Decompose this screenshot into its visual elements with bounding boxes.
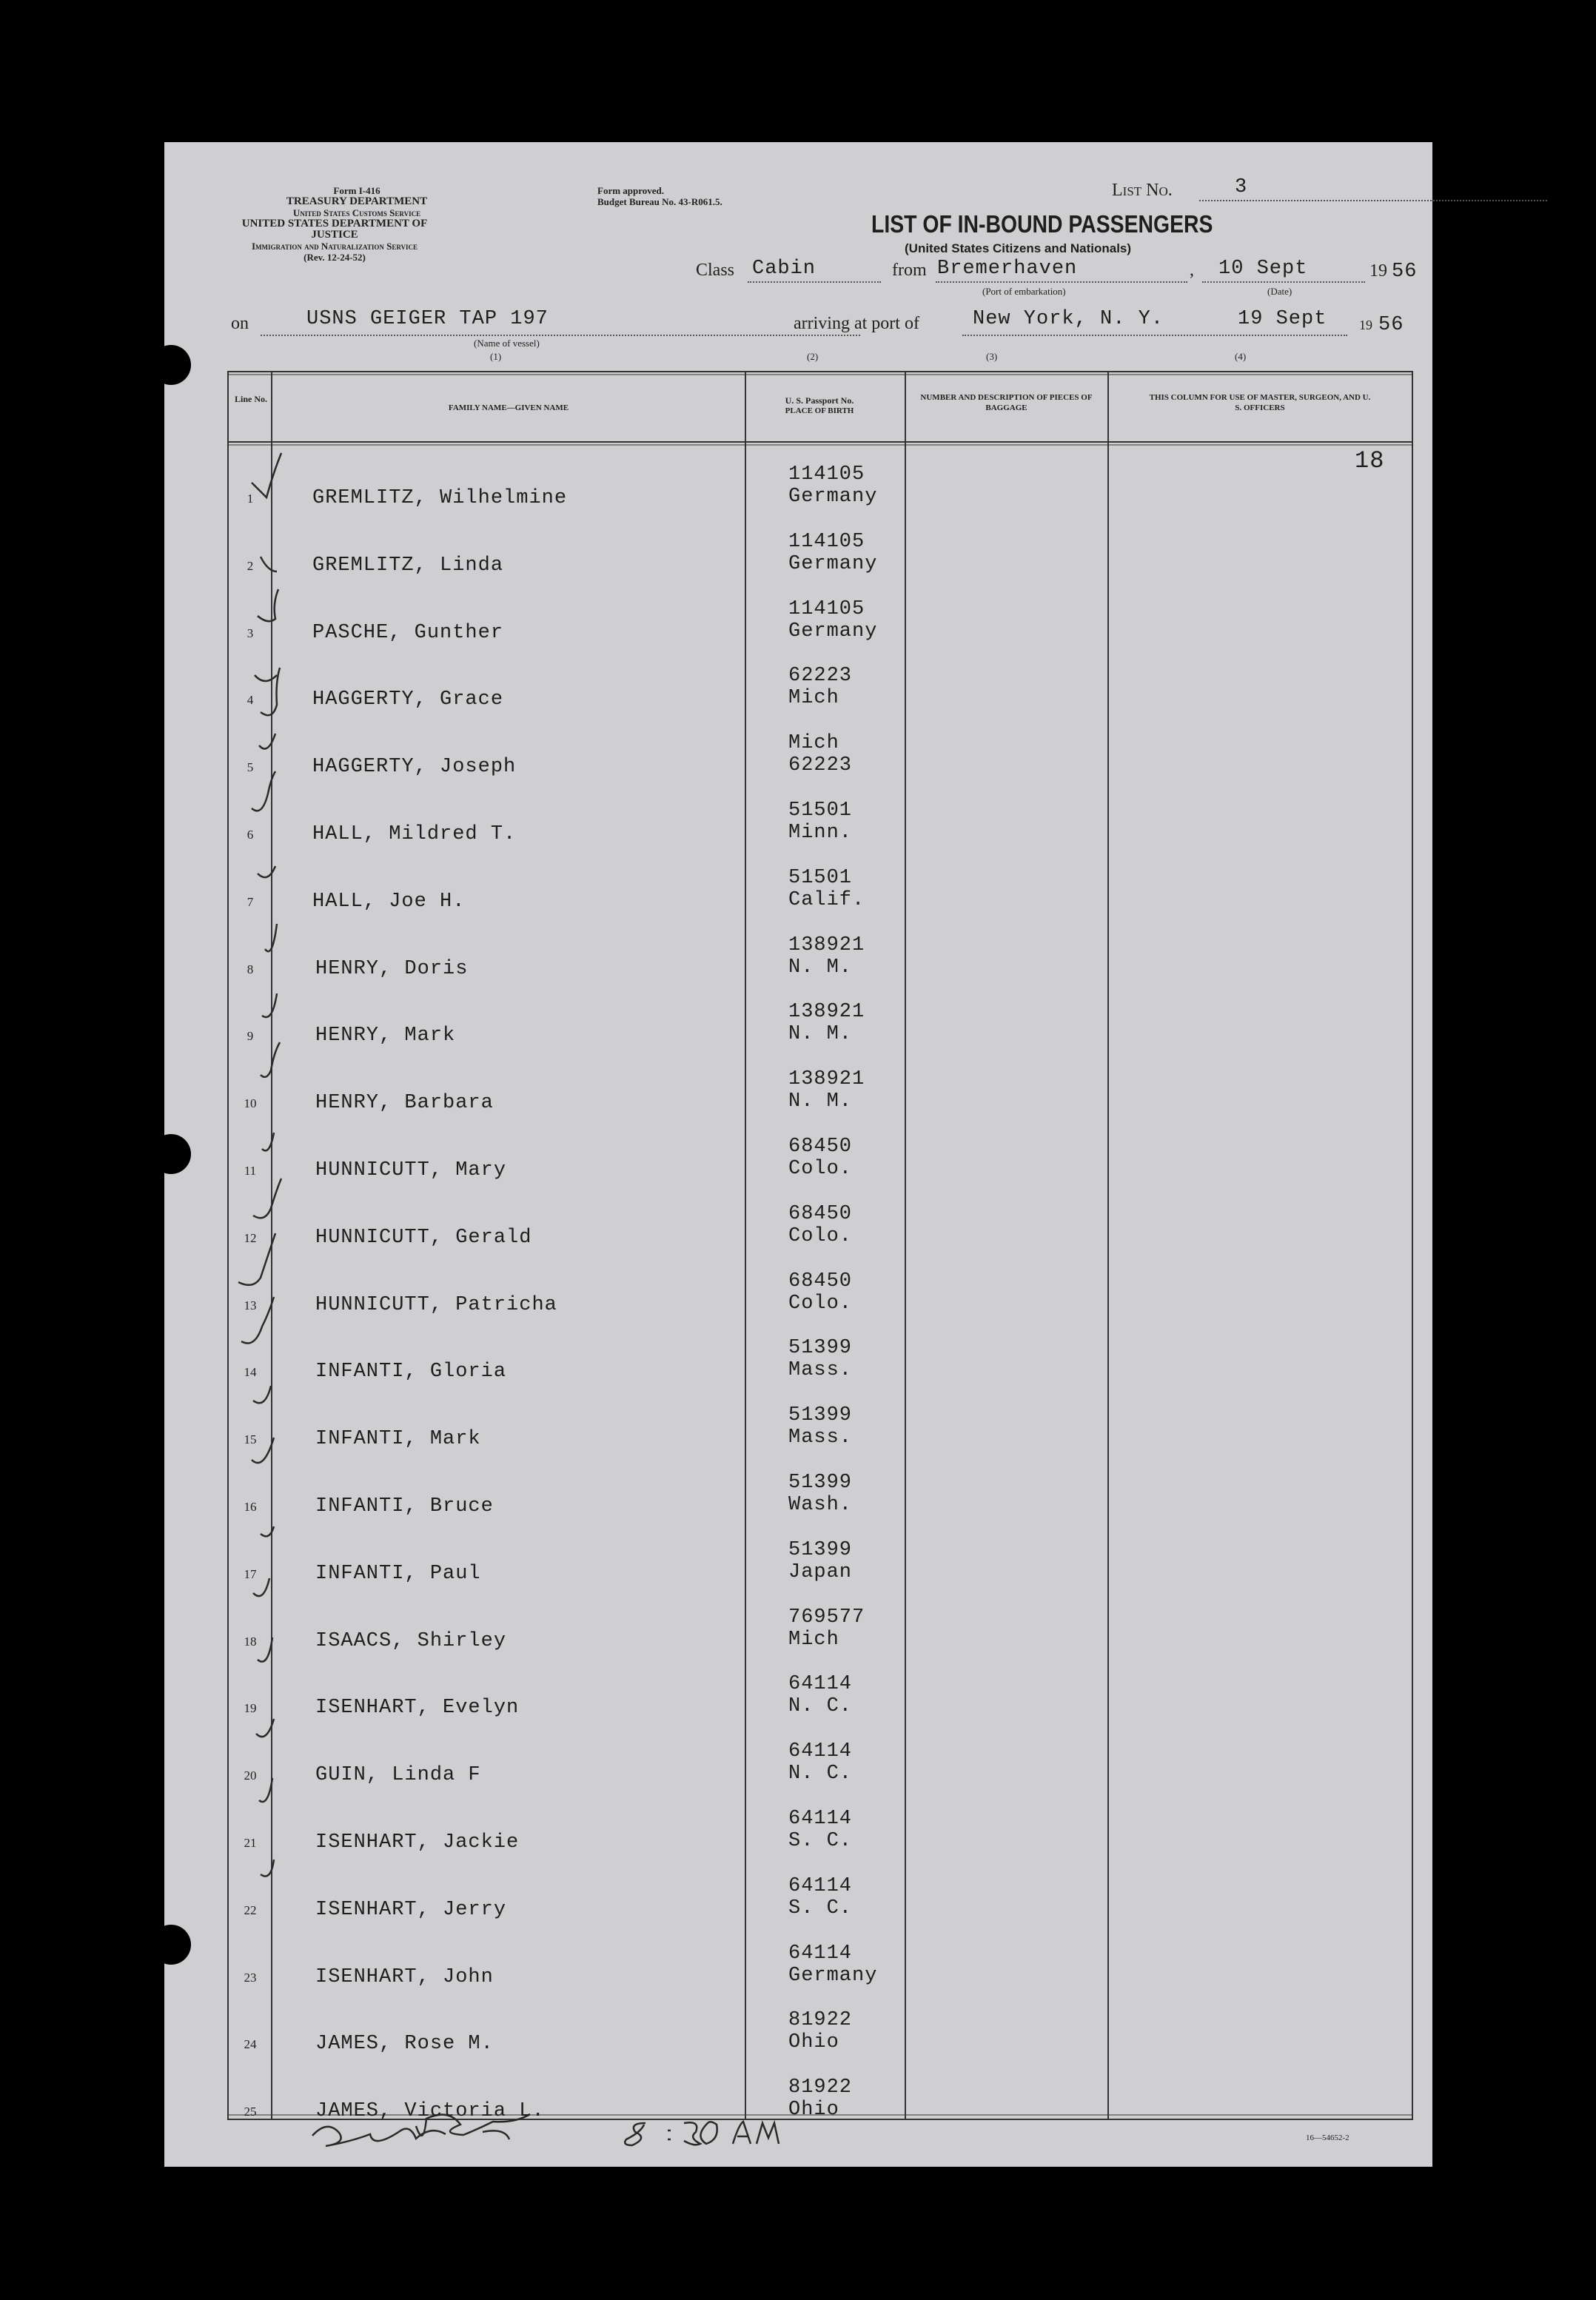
- line-number: 25: [244, 2105, 257, 2119]
- col-header-line-no: Line No.: [235, 394, 268, 404]
- passport-line-1: 114105: [788, 597, 865, 620]
- passenger-name: JAMES, Rose M.: [315, 2033, 494, 2056]
- passport-cell: [788, 934, 865, 979]
- line-number: 3: [247, 626, 254, 640]
- form-number: Form I-416: [333, 185, 380, 196]
- passport-line-2: Mich: [788, 687, 839, 710]
- passport-cell: [788, 799, 852, 844]
- passport-cell: [788, 2076, 852, 2121]
- passenger-name: GUIN, Linda F: [315, 1764, 481, 1787]
- passenger-name: HAGGERTY, Grace: [312, 688, 504, 711]
- footer-code: 16—54652-2: [1306, 2133, 1349, 2142]
- passport-line-1: 769577: [788, 1606, 865, 1629]
- passport-line-1: 51501: [788, 799, 853, 822]
- from-label: from: [892, 261, 927, 280]
- passport-cell: [788, 732, 852, 777]
- passenger-name: ISENHART, John: [315, 1965, 494, 1988]
- passport-cell: [788, 2009, 852, 2053]
- form-approved: Form approved.: [597, 185, 665, 196]
- line-number: 11: [244, 1164, 257, 1178]
- passport-line-2: Calif.: [788, 888, 865, 911]
- line-number: 17: [244, 1566, 257, 1581]
- col-num-1: (1): [490, 351, 502, 362]
- passport-line-1: 51399: [788, 1404, 853, 1427]
- customs-service: United States Customs Service: [292, 207, 421, 218]
- passenger-name: HENRY, Doris: [315, 957, 469, 980]
- passport-line-1: 62223: [788, 665, 853, 688]
- passport-cell: [788, 1472, 852, 1516]
- from-value: Bremerhaven: [937, 258, 1078, 280]
- passenger-name: HALL, Joe H.: [312, 890, 466, 913]
- line-number: 4: [247, 693, 254, 708]
- col-header-baggage: NUMBER AND DESCRIPTION OF PIECES OF BAGGAGE: [920, 393, 1093, 412]
- passport-cell: [788, 1001, 865, 1045]
- line-number: 23: [244, 1970, 257, 1985]
- passport-line-2: S. C.: [788, 1830, 853, 1852]
- line-number: 6: [247, 828, 254, 842]
- line-number: 1: [247, 492, 254, 506]
- passport-cell: [788, 665, 852, 709]
- passport-cell: [788, 1875, 852, 1920]
- page-subtitle: (United States Citizens and Nationals): [905, 241, 1132, 255]
- comma-sep: ,: [1190, 261, 1194, 280]
- passport-line-1: Mich: [788, 732, 839, 755]
- passport-cell: [788, 1539, 852, 1583]
- passport-line-1: 64114: [788, 1673, 853, 1696]
- passenger-name: INFANTI, Mark: [315, 1428, 481, 1451]
- treasury-dept: TREASURY DEPARTMENT: [286, 195, 428, 207]
- line-number: 16: [244, 1500, 257, 1514]
- passenger-name: HENRY, Mark: [315, 1025, 456, 1047]
- ins-service: Immigration and Naturalization Service: [251, 241, 418, 252]
- line-number: 20: [244, 1768, 257, 1783]
- passport-line-1: 138921: [788, 1068, 865, 1091]
- passport-line-1: 81922: [788, 2009, 853, 2032]
- page-number: 18: [1355, 447, 1385, 475]
- arrival-year: 56: [1378, 314, 1404, 336]
- passenger-name: GREMLITZ, Wilhelmine: [312, 487, 568, 509]
- passport-cell: [788, 1606, 865, 1651]
- passport-line-2: Germany: [788, 552, 878, 575]
- line-number: 22: [244, 1902, 257, 1917]
- line-number: 10: [244, 1096, 257, 1111]
- passenger-name: ISENHART, Jerry: [315, 1898, 507, 1921]
- passport-line-2: Colo.: [788, 1158, 853, 1180]
- passport-line-2: Germany: [788, 486, 878, 508]
- passport-line-2: Colo.: [788, 1224, 853, 1247]
- passport-line-1: 114105: [788, 530, 865, 553]
- passport-line-1: 51399: [788, 1538, 853, 1561]
- justice-dept: UNITED STATES DEPARTMENT OF JUSTICE: [241, 218, 428, 241]
- passport-cell: [788, 1270, 852, 1315]
- passport-cell: [788, 1740, 852, 1785]
- line-number: 18: [244, 1634, 257, 1649]
- passenger-name: ISENHART, Evelyn: [315, 1697, 520, 1720]
- list-number-value: 3: [1235, 176, 1248, 198]
- passport-line-1: 64114: [788, 1808, 853, 1830]
- passenger-name: HUNNICUTT, Mary: [315, 1159, 507, 1181]
- arriving-label: arriving at port of: [794, 314, 919, 333]
- line-number: 9: [247, 1029, 254, 1044]
- passport-cell: [788, 1337, 852, 1381]
- col-num-4: (4): [1235, 351, 1247, 362]
- passport-line-2: N. M.: [788, 1090, 853, 1113]
- manifest-sheet: [164, 142, 1432, 2167]
- passport-cell: [788, 867, 865, 911]
- passenger-name: HAGGERTY, Joseph: [312, 756, 517, 779]
- passport-line-1: 51501: [788, 866, 853, 889]
- class-label: Class: [696, 261, 735, 280]
- passport-line-2: Germany: [788, 1964, 878, 1987]
- signature-time: [625, 2122, 779, 2145]
- year-value: 56: [1392, 261, 1418, 283]
- passport-cell: [788, 1673, 852, 1717]
- class-value: Cabin: [752, 258, 817, 280]
- col-header-passport-line2: PLACE OF BIRTH: [785, 406, 854, 415]
- passport-line-1: 68450: [788, 1202, 853, 1225]
- passport-line-2: Germany: [788, 620, 878, 643]
- passport-line-2: N. M.: [788, 956, 853, 979]
- line-number: 7: [247, 894, 254, 909]
- line-number: 24: [244, 2037, 257, 2052]
- passport-line-1: 138921: [788, 1001, 865, 1024]
- line-number: 13: [244, 1298, 257, 1312]
- passport-line-2: Ohio: [788, 2031, 839, 2054]
- passport-cell: [788, 531, 877, 575]
- page-title: LIST OF IN-BOUND PASSENGERS: [871, 210, 1213, 238]
- passport-cell: [788, 1808, 852, 1852]
- passenger-name: ISENHART, Jackie: [315, 1831, 520, 1854]
- line-number: 21: [244, 1836, 257, 1850]
- vessel-caption: (Name of vessel): [474, 338, 540, 349]
- date-value: 10 Sept: [1218, 258, 1308, 280]
- passenger-name: INFANTI, Paul: [315, 1562, 481, 1585]
- passenger-name: INFANTI, Bruce: [315, 1495, 494, 1518]
- passport-line-1: 64114: [788, 1740, 853, 1763]
- passport-line-1: 114105: [788, 463, 865, 486]
- passport-line-2: N. C.: [788, 1695, 853, 1718]
- line-number: 12: [244, 1230, 257, 1245]
- col-header-officers: THIS COLUMN FOR USE OF MASTER, SURGEON, AND U. S. OFFICERS: [1149, 393, 1371, 412]
- passport-line-1: 51399: [788, 1337, 853, 1360]
- passport-line-2: S. C.: [788, 1897, 853, 1920]
- passport-line-2: Mass.: [788, 1359, 853, 1382]
- passenger-name: HALL, Mildred T.: [312, 823, 517, 845]
- budget-bureau: Budget Bureau No. 43-R061.5.: [597, 196, 722, 207]
- line-number: 19: [244, 1701, 257, 1716]
- col-header-name: FAMILY NAME—GIVEN NAME: [448, 403, 569, 412]
- on-label: on: [231, 314, 249, 333]
- col-num-3: (3): [986, 351, 998, 362]
- passport-line-1: 81922: [788, 2076, 853, 2099]
- passenger-name: ISAACS, Shirley: [315, 1629, 507, 1652]
- passport-line-1: 51399: [788, 1472, 853, 1494]
- line-number: 5: [247, 760, 254, 775]
- line-number: 14: [244, 1365, 257, 1380]
- passport-line-1: 64114: [788, 1942, 853, 1965]
- line-number: 2: [247, 558, 254, 573]
- passport-line-2: Ohio: [788, 2099, 839, 2122]
- port-caption: (Port of embarkation): [982, 286, 1066, 297]
- passport-line-1: 68450: [788, 1270, 853, 1293]
- passport-line-1: 68450: [788, 1136, 853, 1158]
- passenger-name: JAMES, Victoria L.: [315, 2100, 545, 2123]
- passport-line-2: Colo.: [788, 1292, 853, 1315]
- passport-line-2: Japan: [788, 1560, 853, 1583]
- passport-cell: [788, 1136, 852, 1180]
- passenger-name: PASCHE, Gunther: [312, 621, 504, 644]
- col-num-2: (2): [807, 351, 819, 362]
- passenger-name: GREMLITZ, Linda: [312, 554, 504, 577]
- revision-date: (Rev. 12-24-52): [304, 252, 366, 263]
- passenger-name: INFANTI, Gloria: [315, 1361, 507, 1384]
- passport-line-2: 62223: [788, 754, 853, 777]
- year-prefix: 19: [1369, 261, 1387, 281]
- passenger-name: HENRY, Barbara: [315, 1092, 494, 1115]
- passport-line-1: 64114: [788, 1874, 853, 1897]
- passport-cell: [788, 1942, 877, 1987]
- passport-cell: [788, 463, 877, 508]
- passport-cell: [788, 1404, 852, 1449]
- arrival-date: 19 Sept: [1238, 308, 1327, 330]
- passenger-name: HUNNICUTT, Patricha: [315, 1293, 557, 1316]
- line-number: 8: [247, 962, 254, 976]
- arrival-port: New York, N. Y.: [973, 308, 1164, 330]
- line-number: 15: [244, 1432, 257, 1447]
- passport-cell: [788, 1068, 865, 1113]
- passport-cell: [788, 598, 877, 643]
- list-label: List No.: [1112, 181, 1173, 200]
- passenger-name: HUNNICUTT, Gerald: [315, 1226, 532, 1249]
- passport-line-2: Mass.: [788, 1426, 853, 1449]
- passport-line-1: 138921: [788, 933, 865, 956]
- passport-cell: [788, 1203, 852, 1247]
- arrival-year-prefix: 19: [1359, 318, 1372, 332]
- passport-line-2: Minn.: [788, 822, 853, 844]
- vessel-name: USNS GEIGER TAP 197: [306, 308, 549, 330]
- col-header-passport: [749, 395, 890, 416]
- passport-line-2: Wash.: [788, 1494, 853, 1516]
- date-caption: (Date): [1267, 286, 1292, 297]
- passport-line-2: N. M.: [788, 1023, 853, 1046]
- passport-line-2: N. C.: [788, 1763, 853, 1786]
- col-header-passport-line1: U. S. Passport No.: [785, 395, 854, 406]
- signature-text: [172, 2126, 178, 2127]
- passport-line-2: Mich: [788, 1628, 839, 1651]
